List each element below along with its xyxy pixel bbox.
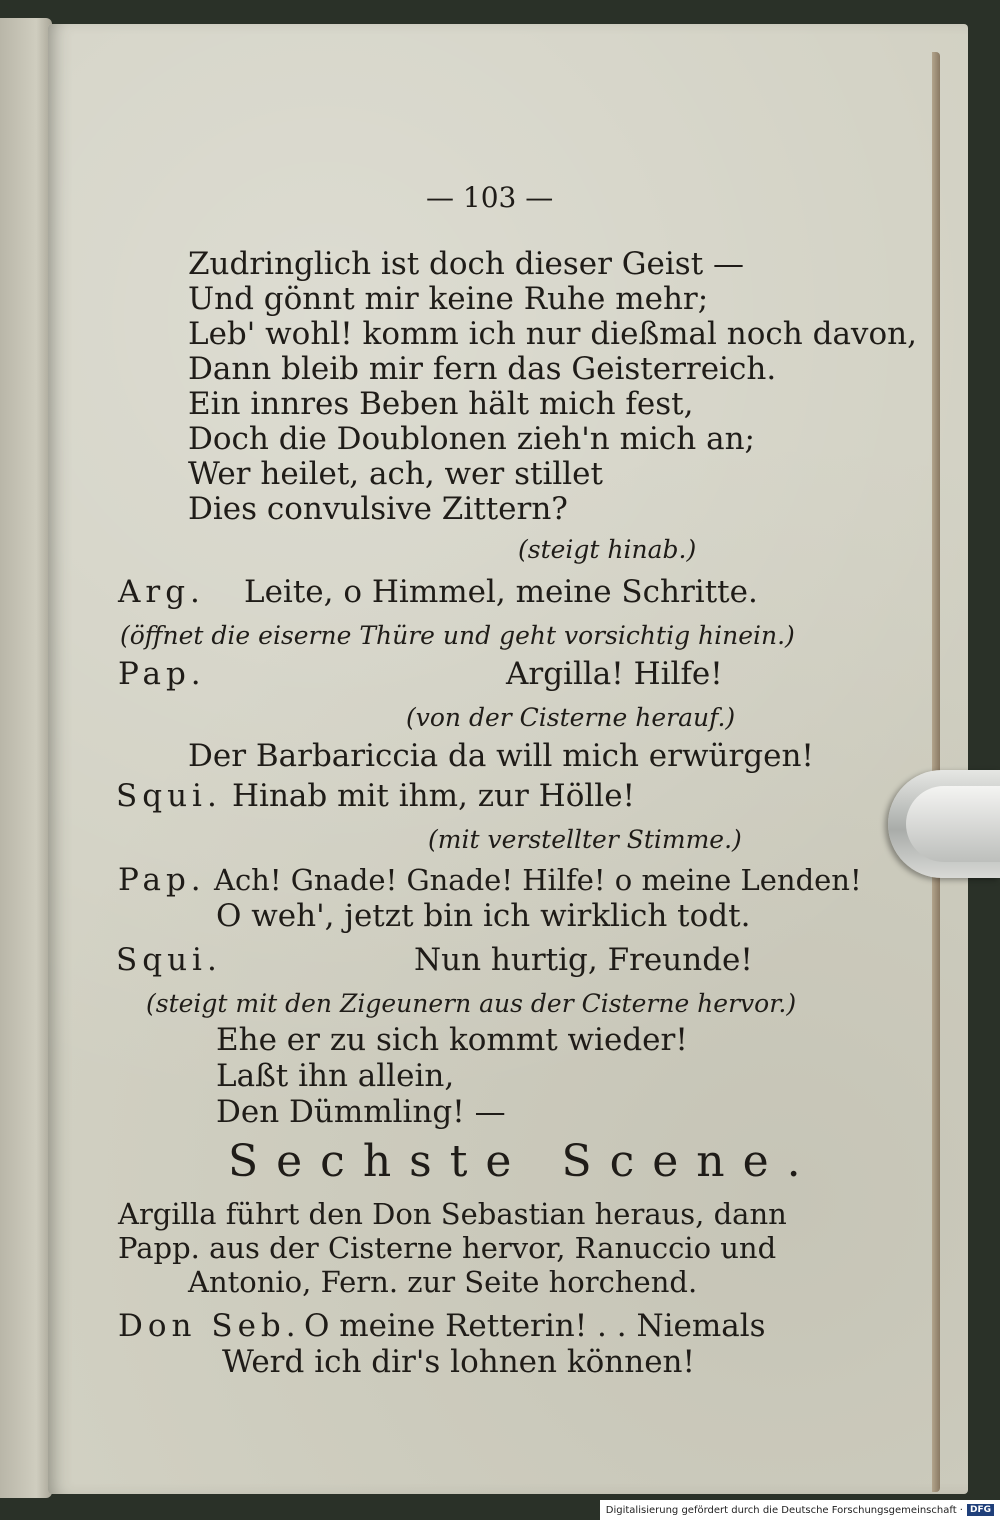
stage-direction: (mit verstellter Stimme.) (428, 825, 742, 854)
dialogue-line: Der Barbariccia da will mich erwürgen! (188, 738, 814, 774)
dfg-logo-icon: DFG (967, 1504, 994, 1516)
verse-line: Wer heilet, ach, wer stillet (188, 456, 603, 492)
verse-line: Doch die Doublonen zieh'n mich an; (188, 421, 755, 457)
speaker-name: Don Seb. (118, 1308, 301, 1344)
digitization-footer (600, 1500, 1000, 1520)
dialogue-line: Argilla! Hilfe! (506, 656, 723, 692)
stage-direction: (steigt mit den Zigeunern aus der Cisterne hervor.) (146, 989, 797, 1018)
dialogue-line: O meine Retterin! . . Niemals (304, 1308, 766, 1344)
stage-direction: (steigt hinab.) (518, 535, 697, 564)
dialogue-line: Laßt ihn allein, (216, 1058, 455, 1094)
dialogue-line: Leite, o Himmel, meine Schritte. (244, 574, 758, 610)
scene-description: Antonio, Fern. zur Seite horchend. (188, 1265, 698, 1299)
verse-line: Zudringlich ist doch dieser Geist — (188, 246, 745, 282)
page-number: — 103 — (426, 181, 554, 214)
speaker-name: Pap. (118, 656, 206, 692)
speaker-name: Pap. (118, 862, 206, 898)
verse-line: Ein innres Beben hält mich fest, (188, 386, 694, 422)
speaker-name: Squi. (116, 778, 222, 814)
verse-line: Dann bleib mir fern das Geisterreich. (188, 351, 777, 387)
verse-line: Dies convulsive Zittern? (188, 491, 568, 527)
left-page-edge (0, 18, 52, 1498)
clip-highlight (906, 786, 1000, 862)
scene-description: Papp. aus der Cisterne hervor, Ranuccio und (118, 1231, 777, 1265)
book-page (48, 24, 968, 1494)
speaker-name: Squi. (116, 942, 222, 978)
metal-page-clip (888, 770, 1000, 878)
dialogue-line: Ach! Gnade! Gnade! Hilfe! o meine Lenden! (214, 863, 862, 897)
stage-direction: (öffnet die eiserne Thüre und geht vorsichtig hinein.) (120, 621, 795, 650)
speaker-name: Arg. (118, 574, 205, 610)
footer-credit: Digitalisierung gefördert durch die Deutsche Forschungsgemeinschaft · (605, 1504, 963, 1516)
dialogue-line: Werd ich dir's lohnen können! (222, 1344, 695, 1380)
dialogue-line: Ehe er zu sich kommt wieder! (216, 1022, 688, 1058)
verse-line: Und gönnt mir keine Ruhe mehr; (188, 281, 709, 317)
stage-direction: (von der Cisterne herauf.) (406, 703, 736, 732)
dialogue-line: Nun hurtig, Freunde! (414, 942, 753, 978)
scene-heading: Sechste Scene. (228, 1136, 819, 1187)
verse-line: Leb' wohl! komm ich nur dießmal noch davon, (188, 316, 917, 352)
dialogue-line: O weh', jetzt bin ich wirklich todt. (216, 898, 751, 934)
dialogue-line: Hinab mit ihm, zur Hölle! (232, 778, 635, 814)
scene-description: Argilla führt den Don Sebastian heraus, dann (118, 1197, 787, 1231)
dialogue-line: Den Dümmling! — (216, 1094, 506, 1130)
